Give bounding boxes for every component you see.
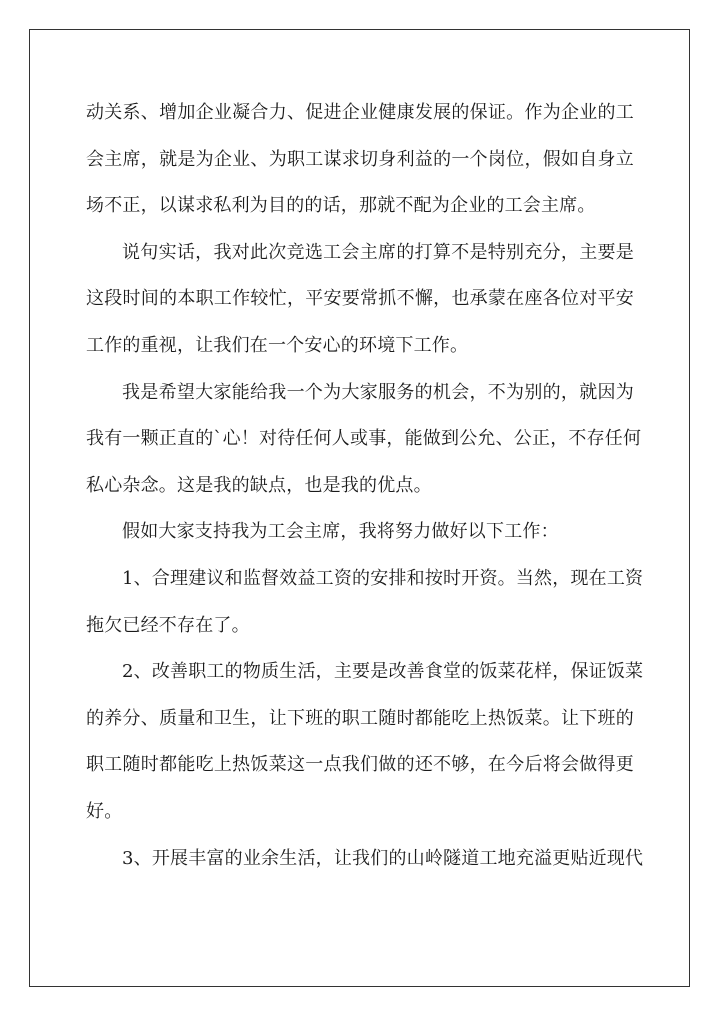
text-line-12: 拖欠已经不存在了。 [86,614,250,636]
text-line-13: 2、改善职工的物质生活，主要是改善食堂的饭菜花样，保证饭菜 [122,661,644,683]
text-line-9: 私心杂念。这是我的缺点，也是我的优点。 [86,474,432,496]
text-line-14: 的养分、质量和卫生，让下班的职工随时都能吃上热饭菜。让下班的 [86,707,634,729]
text-line-5: 这段时间的本职工作较忙，平安要常抓不懈，也承蒙在座各位对平安 [86,288,634,310]
text-line-6: 工作的重视，让我们在一个安心的环境下工作。 [86,334,469,356]
text-line-2: 会主席，就是为企业、为职工谋求切身利益的一个岗位，假如自身立 [86,148,634,170]
text-line-3: 场不正，以谋求私利为目的的话，那就不配为企业的工会主席。 [86,195,596,217]
text-line-10: 假如大家支持我为工会主席，我将努力做好以下工作： [122,521,559,543]
text-line-11: 1、合理建议和监督效益工资的安排和按时开资。当然，现在工资 [122,567,644,589]
text-line-7: 我是希望大家能给我一个为大家服务的机会，不为别的，就因为 [122,381,634,403]
document-body [86,90,644,882]
text-line-4: 说句实话，我对此次竞选工会主席的打算不是特别充分，主要是 [122,241,634,263]
text-line-15: 职工随时都能吃上热饭菜这一点我们做的还不够，在今后将会做得更 [86,754,634,776]
text-line-17: 3、开展丰富的业余生活，让我们的山岭隧道工地充溢更贴近现代 [122,847,644,869]
text-line-1: 动关系、增加企业凝合力、促进企业健康发展的保证。作为企业的工 [86,102,634,123]
text-line-8: 我有一颗正直的`心！对待任何人或事，能做到公允、公正，不存任何 [86,428,642,450]
text-line-16: 好。 [86,800,123,822]
